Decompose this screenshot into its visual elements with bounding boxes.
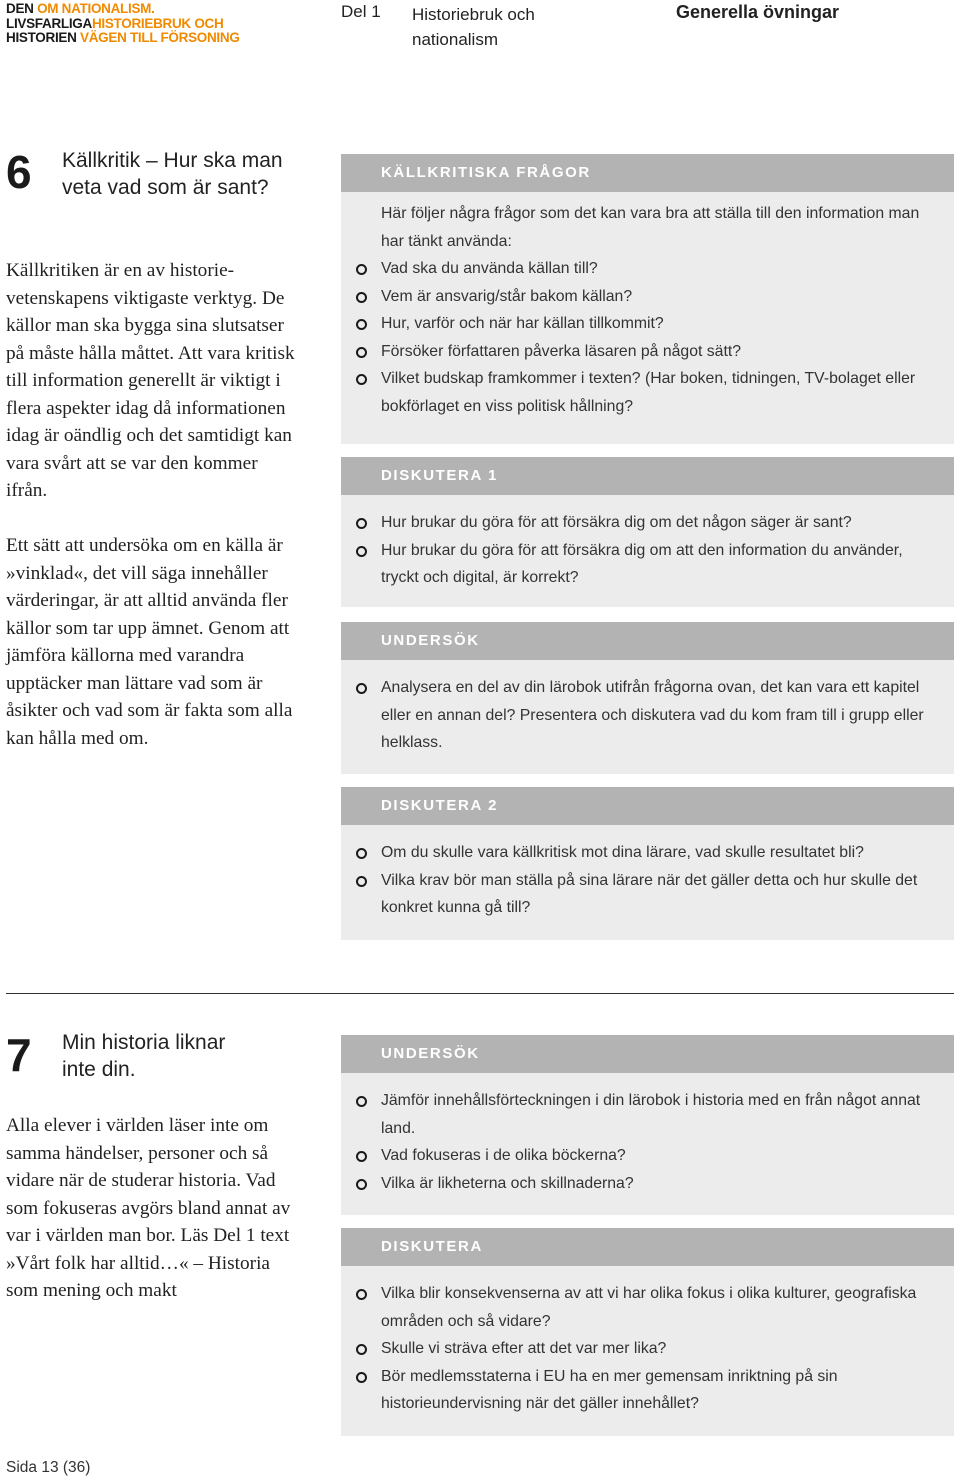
page-number: Sida 13 (36) xyxy=(6,1459,91,1476)
bullet-icon xyxy=(356,683,367,694)
section-divider xyxy=(6,993,954,994)
box-heading: DISKUTERA 2 xyxy=(341,787,954,825)
bullet-icon xyxy=(356,374,367,385)
box-heading: KÄLLKRITISKA FRÅGOR xyxy=(341,154,954,192)
box-heading: UNDERSÖK xyxy=(341,1035,954,1073)
box-heading: DISKUTERA xyxy=(341,1228,954,1266)
discuss-2-box xyxy=(341,787,954,940)
logo-text: LIVSFARLIGA xyxy=(6,15,92,31)
bullet-icon xyxy=(356,1372,367,1383)
list-item: Vilka är likheterna och skillnaderna? xyxy=(381,1170,934,1198)
source-criticism-questions-box xyxy=(341,154,954,444)
list-item: Vad ska du använda källan till? xyxy=(381,255,934,283)
part-title: Historiebruk och nationalism xyxy=(412,5,535,49)
list-item: Vilka blir konsekvenserna av att vi har olika fokus i olika kulturer, geografiska områden och så vidare? xyxy=(381,1280,934,1335)
part-label: Del 1 xyxy=(341,2,381,21)
bullet-icon xyxy=(356,1289,367,1300)
bullet-icon xyxy=(356,264,367,275)
investigate-box xyxy=(341,1035,954,1215)
list-item: Försöker författaren påverka läsaren på något sätt? xyxy=(381,338,934,366)
bullet-icon xyxy=(356,347,367,358)
exercise-title: Min historia liknar inte din. xyxy=(62,1031,226,1081)
list-item: Om du skulle vara källkritisk mot dina lärare, vad skulle resultatet bli? xyxy=(381,839,934,867)
publication-logo xyxy=(6,2,240,46)
list-item: Vilka krav bör man ställa på sina lärare när det gäller detta och hur skulle det konkret kunna gå till? xyxy=(381,867,934,922)
bullet-icon xyxy=(356,319,367,330)
list-item: Vem är ansvarig/står bakom källan? xyxy=(381,283,934,311)
list-item: Vad fokuseras i de olika böckerna? xyxy=(381,1142,934,1170)
bullet-icon xyxy=(356,1344,367,1355)
list-item: Hur, varför och när har källan tillkommit? xyxy=(381,310,934,338)
list-item: Jämför innehållsförteckningen i din lärobok i historia med en från något annat land. xyxy=(381,1087,934,1142)
list-item: Hur brukar du göra för att försäkra dig om det någon säger är sant? xyxy=(381,509,934,537)
bullet-icon xyxy=(356,518,367,529)
bullet-icon xyxy=(356,546,367,557)
box-heading: UNDERSÖK xyxy=(341,622,954,660)
discuss-box xyxy=(341,1228,954,1436)
box-heading: DISKUTERA 1 xyxy=(341,457,954,495)
box-intro: Här följer några frågor som det kan vara bra att ställa till den information man har tänkt använda: xyxy=(381,205,920,250)
bullet-icon xyxy=(356,848,367,859)
paragraph: Alla elever i världen läser inte om samma händelser, personer och så vidare när de studerar historia. Vad som fokuseras avgörs bland annat av var i världen man bor. Läs Del 1 text »Vårt folk har alltid…« – Historia som mening och makt xyxy=(6,1115,291,1301)
logo-text: VÄGEN TILL FÖRSONING xyxy=(80,30,240,45)
bullet-icon xyxy=(356,292,367,303)
list-item: Vilket budskap framkommer i texten? (Har boken, tidningen, TV-bolaget eller bokförlaget en viss politisk hållning? xyxy=(381,365,934,420)
logo-text: HISTORIEBRUK OCH xyxy=(91,15,224,31)
logo-text: HISTORIEN xyxy=(6,30,77,45)
list-item: Hur brukar du göra för att försäkra dig om att den information du använder, tryckt och digital, är korrekt? xyxy=(381,537,934,592)
bullet-icon xyxy=(356,1179,367,1190)
investigate-box xyxy=(341,622,954,774)
paragraph: Källkritiken är en av historievetenskapens viktigaste verktyg. De källor man ska bygga sina slutsatser på måste hålla måttet. Att vara kritisk till information generellt är viktigt i flera aspekter idag då informationen idag är oändlig och det samtidigt kan vara svårt att se var den kommer ifrån. xyxy=(6,260,295,501)
logo-text: DEN xyxy=(6,1,34,16)
exercise-number: 7 xyxy=(6,1029,31,1081)
bullet-icon xyxy=(356,1151,367,1162)
logo-text: OM NATIONALISM. xyxy=(37,1,155,16)
exercise-title: Källkritik – Hur ska man veta vad som är sant? xyxy=(62,149,283,199)
exercise-number: 6 xyxy=(6,146,31,198)
section-heading: Generella övningar xyxy=(676,2,840,22)
bullet-icon xyxy=(356,1096,367,1107)
paragraph: Ett sätt att undersöka om en källa är »vinklad«, det vill säga innehåller värderingar, är att alltid använda fler källor som tar upp ämnet. Genom att jämföra källorna med varandra upptäcker man lättare vad som är åsikter och vad som är fakta som alla kan hålla med om. xyxy=(6,535,293,749)
exercise-text xyxy=(6,1112,296,1305)
list-item: Analysera en del av din lärobok utifrån frågorna ovan, det kan vara ett kapitel eller en annan del? Presentera och diskutera vad du kom fram till i grupp eller helklass. xyxy=(381,674,934,757)
list-item: Skulle vi sträva efter att det var mer lika? xyxy=(381,1335,934,1363)
bullet-icon xyxy=(356,876,367,887)
list-item: Bör medlemsstaterna i EU ha en mer gemensam inriktning på sin historieundervisning när det gäller innehållet? xyxy=(381,1363,934,1418)
exercise-text xyxy=(6,257,296,752)
discuss-1-box xyxy=(341,457,954,607)
